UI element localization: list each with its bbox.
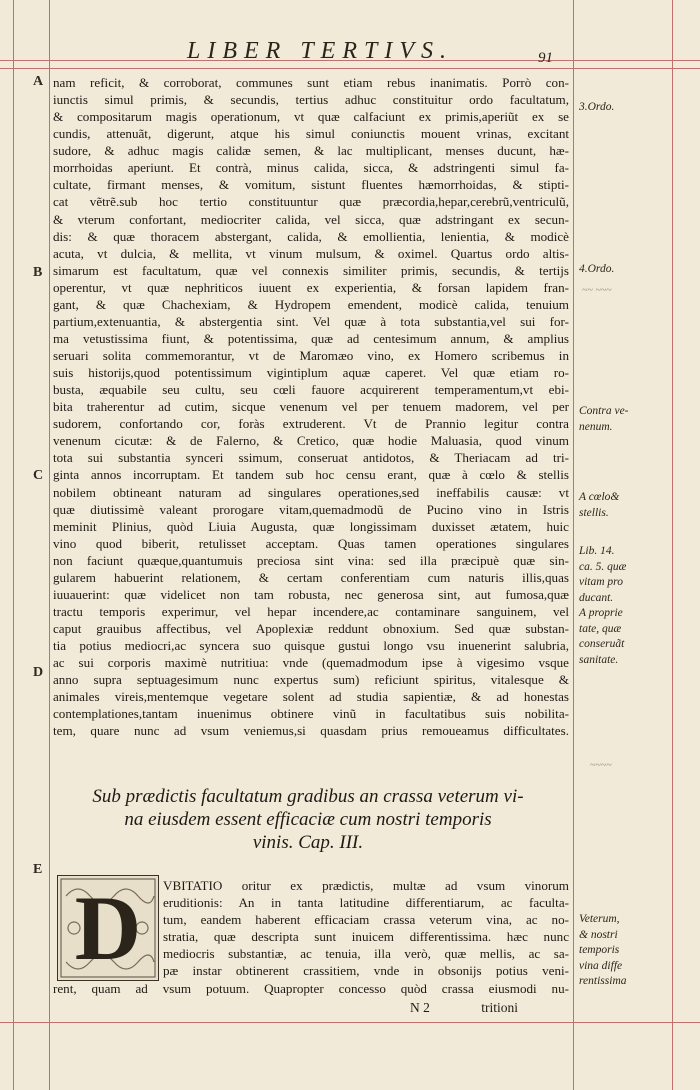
text-line: tractu temporis experimur, vel hepar incendere,ac contaminare sanguinem, vel: [53, 603, 569, 619]
folio-number: 91: [538, 50, 553, 66]
text-line: iuuauerint: quæ videlicet non tam robusta, nec generosa sint, aut fumosa,quæ: [53, 586, 569, 602]
margin-note-line: & nostri: [579, 928, 618, 941]
text-line: acuta, vt dulcia, & mellita, vt vinum mulsum, & oximel. Quartus ordo altis-: [53, 245, 569, 261]
text-line: gant, & quæ Chachexiam, & Hydropem emendent, modicè calida, tenuium: [53, 296, 569, 312]
margin-note-line: nenum.: [579, 420, 613, 433]
chapter-text-line: VBITATIO oritur ex prædictis, multæ ad vsum vinorum: [163, 878, 569, 893]
text-line: partium,extenuantia, & abstergentia sint. Vel quæ à tota substantia,vel sui for-: [53, 313, 569, 329]
margin-note-line: A proprie: [579, 607, 623, 619]
text-line: nobilem obtineant naturam ad singulares operationes,sed ineffabilis causæ: vt: [53, 484, 569, 500]
margin-note-line: conseruãt: [579, 638, 625, 650]
main-text-block: [53, 74, 569, 739]
margin-note-line: ca. 5. quæ: [579, 560, 627, 573]
margin-note-lib-14: [579, 544, 697, 668]
section-letter-a: A: [33, 74, 44, 89]
text-line: operentur, vt quæ nephriticos iuuent ex experientia, & forsan lapidem fran-: [53, 279, 569, 295]
margin-note-line: vitam pro: [579, 576, 623, 588]
chapter-title-line: Sub prædictis facultatum gradibus an crassa veterum vi-: [92, 786, 524, 807]
text-line: cultate, firmant menses, & vomitum, sistunt fluentes hæmorrhoidas, & stipti-: [53, 177, 569, 193]
section-letter-e: E: [33, 862, 43, 877]
chapter-text-line: mediocris substantiæ, ac tenuia, illa verò, quæ mellis, ac sa-: [163, 946, 569, 962]
margin-note-line: sanitate.: [579, 653, 619, 666]
margin-note-line: ducant.: [579, 591, 614, 604]
margin-note-line: tate, quæ: [579, 622, 622, 635]
text-line: & compositarum magis operationum, vt quæ calfaciunt ex primis,aperiũt ex se: [53, 109, 569, 125]
margin-note-line: Contra ve-: [579, 405, 629, 417]
text-line: dis: & quæ thoracem abstergant, calida, & emollientia, lenientia, & modicè: [53, 228, 569, 244]
section-letter-c: C: [33, 468, 44, 483]
catchline: [410, 1000, 518, 1016]
margin-note-line: rentissima: [579, 975, 627, 987]
margin-note-ordo-4: [579, 262, 697, 278]
text-line: ma vetustissima fiunt, & potentissima, quæ ad centesimum annum, & amplius: [53, 330, 569, 346]
faded-annotation: ~~~~: [590, 760, 612, 771]
margin-note-line: 3.Ordo.: [579, 101, 615, 113]
text-line: simarum est facultatum, quæ vel connexis similiter primis, secundis, & tertijs: [53, 262, 569, 278]
text-line: anno supra septuagesimum nunc expertus sum) reficiunt spiritus, vitalesque &: [53, 672, 569, 688]
text-line: suis historijs,quod potentissimum vigintiplum aquæ caperet. Vel quæ etiam ro-: [53, 365, 569, 381]
text-line: sudore, & adhuc magis calidæ semen, & lac multiplicant, menses ducunt, hæ-: [53, 143, 569, 159]
margin-note-line: 4.Ordo.: [579, 263, 615, 275]
margin-note-line: Veterum,: [579, 913, 620, 925]
text-line: tia potius mediocri,ac syncera suo quisque gustui longo vsu inuenerint salubria,: [53, 638, 569, 654]
text-line: busta, æquabile seu cultu, seu cœli fauore acquirerent temperamentum,vt ebi-: [53, 382, 569, 398]
top-rule-inner: [0, 68, 700, 69]
margin-note-veterum: [579, 912, 697, 990]
text-line: iunctis simul primis, & secundis, tertius adhuc constituitur ordo facultatum,: [53, 92, 569, 108]
text-line: bita traherentur ad cutim, sicque venenum vel per tenuem madorem, vel per: [53, 399, 569, 415]
margin-note-line: temporis: [579, 944, 620, 956]
section-letter-b: B: [33, 265, 43, 280]
margin-note-line: A cœlo&: [579, 491, 620, 503]
text-line: & vterum confortant, mediocriter calida, vel sicca, quæ adstringant ex secun-: [53, 211, 569, 227]
left-rule: [49, 0, 50, 1090]
margin-note-ordo-3: [579, 100, 697, 116]
chapter-title: [68, 785, 548, 854]
text-line: morrhoidas aperiunt. Et contrà, minus calida, sicca, & adstringenti simul fa-: [53, 160, 569, 176]
text-line: meminit Plinius, quòd Liuia Augusta, quæ longissimam duxisset ætatem, huic: [53, 518, 569, 534]
text-line: quæ diutissimè valeant prorogare vitam,quemadmodũ de Pucino vino in Istris: [53, 501, 569, 517]
text-line: caput grauibus affectibus, vel Apoplexiæ reddunt obnoxium. Sed quæ substan-: [53, 621, 569, 636]
text-line: non faciunt quæque,quantumuis preciosa sint vina: sed illa præcipuè quæ sin-: [53, 552, 569, 568]
text-line: contemplationes,tantam inuenimus obtinere vinũ in facultatibus suis nobilita-: [53, 706, 569, 722]
text-line: cundis, attenuãt, digerunt, atque his simul coniunctis mouent vrinas, excitant: [53, 126, 569, 142]
margin-note-line: stellis.: [579, 506, 609, 519]
chapter-text-line: pæ instar obtinerent crassitiem, vnde in obsonijs potius veni-: [163, 963, 569, 979]
text-line: nam reficit, & corroborat, communes sunt etiam rebus inanimatis. Porrò con-: [53, 75, 569, 90]
chapter-text-line: stratia, quæ descripta sunt inuicem differentissima. hæc nunc: [163, 929, 569, 945]
initial-letter: D: [74, 877, 142, 979]
running-head: LIBER TERTIVS.: [187, 38, 453, 64]
margin-note-a-coelo: [579, 490, 697, 521]
text-line: seruari solita commemorantur, vt de Maromæo vino, ex Homero scribemus in: [53, 348, 569, 363]
chapter-text-block: [53, 877, 569, 997]
text-line: ac sui corporis maximè nutritiua: vnde (quemadmodum ipse à vigesimo vsque: [53, 655, 569, 671]
chapter-title-line: na eiusdem essent efficaciæ cum nostri temporis: [124, 809, 492, 830]
catchword: tritioni: [481, 1000, 518, 1015]
outer-left-rule: [13, 0, 14, 1090]
section-letter-d: D: [33, 665, 44, 680]
faded-annotation: ~~ ~~~: [582, 285, 612, 296]
bottom-rule: [0, 1022, 700, 1023]
chapter-text-line: eruditionis: An in tanta latitudine differentiarum, ac faculta-: [163, 895, 569, 911]
margin-note-line: Lib. 14.: [579, 545, 615, 557]
chapter-text-line: rent, quam ad vsum potuum. Quapropter concesso quòd crassa eiusmodi nu-: [53, 980, 569, 996]
text-line: animales vireis,mentemque vegetare solent ad studia sapientiæ, & ad honestas: [53, 689, 569, 705]
text-line: gularem habuerint relationem, & certam conferentiam cum naturis illis,quas: [53, 569, 569, 585]
margin-note-line: vina diffe: [579, 959, 623, 972]
text-line: venenum cicutæ: & de Falerno, & Cretico, quæ hodie Maluasia, quod vinum: [53, 433, 569, 449]
text-line: tem, quare nunc ad vsum veniemus,si quasdam prius remoueamus difficultates.: [53, 723, 569, 739]
text-right-rule: [573, 0, 574, 1090]
chapter-title-line: vinis. Cap. III.: [252, 832, 364, 853]
margin-note-contra-venenum: [579, 404, 697, 435]
text-line: vino quod biberit, retulisset acceptam. Quas tamen operationes singulares: [53, 535, 569, 551]
text-line: tota sui substantia synceri ssimum, conseruat antidotos, & Theriacam ad tri-: [53, 450, 569, 466]
chapter-text-line: tum, eandem haberent efficaciam crassa veterum vina, ac no-: [163, 912, 569, 928]
text-line: cat vẽtrẽ.sub hoc tertio constituuntur quæ præcordia,hepar,cerebrũ,ventriculũ,: [53, 194, 569, 210]
text-line: sudorem, confortando cor, foràs extruderent. Vt de Prannio legitur contra: [53, 416, 569, 432]
signature-mark: N 2: [410, 1000, 430, 1015]
text-line: ginta annos incorruptam. Et tandem sub hoc censu erant, quæ à cœlo & stellis: [53, 467, 569, 483]
